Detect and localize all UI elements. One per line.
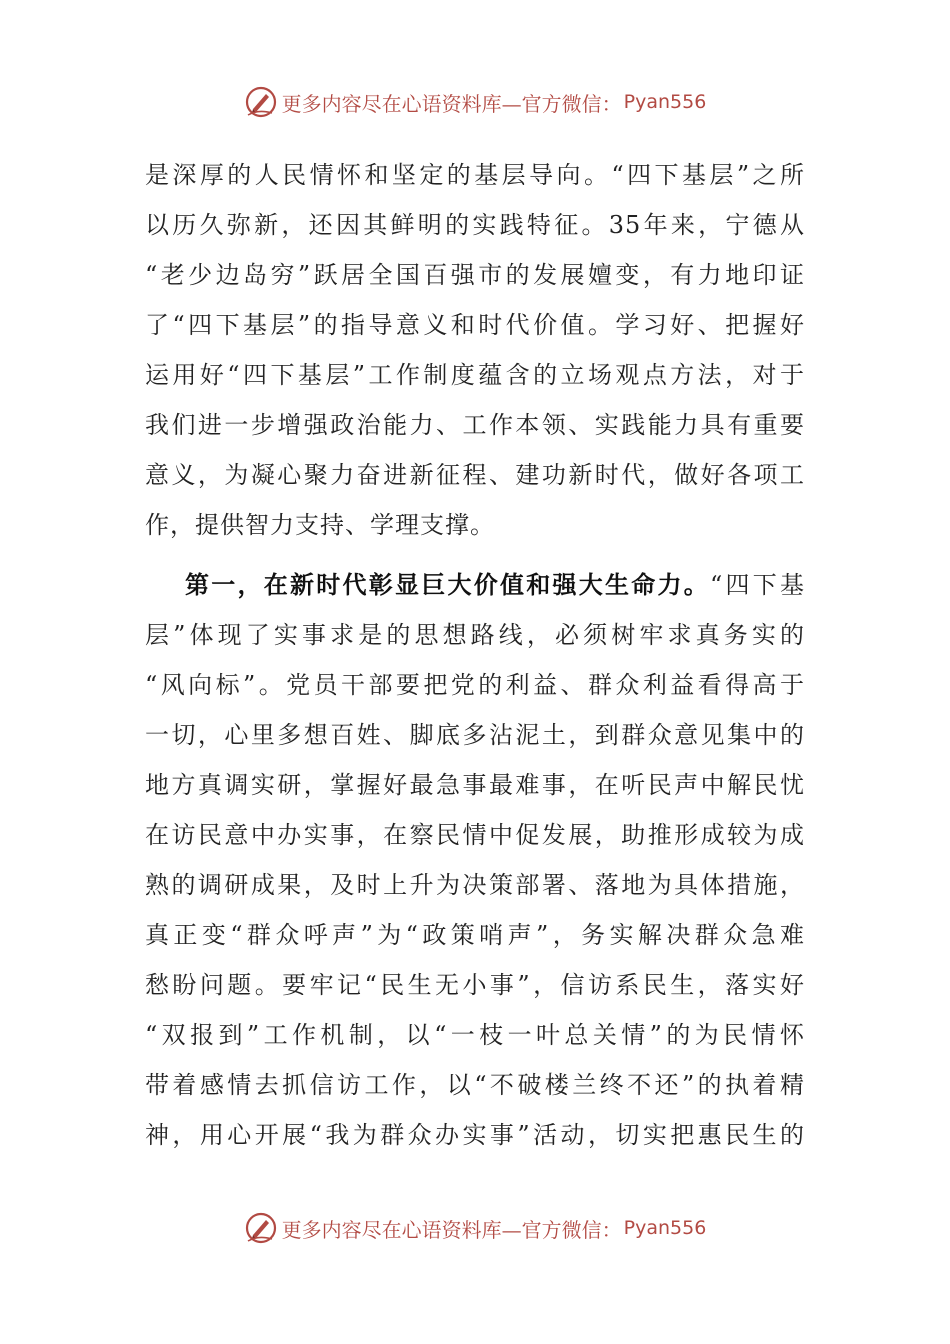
text-line: 以历久弥新，还因其鲜明的实践特征。35年来，宁德从 (145, 211, 805, 239)
text-line: 带着感情去抓信访工作，以“不破楼兰终不还”的执着精 (145, 1071, 805, 1099)
header-banner-text: 更多内容尽在心语资料库—官方微信： (281, 91, 622, 116)
paragraph-2 (145, 560, 805, 1160)
footer-banner (0, 1208, 950, 1248)
text-line: 层”体现了实事求是的思想路线，必须树牢求真务实的 (145, 621, 805, 649)
pen-logo-icon (244, 85, 278, 119)
text-line-first (145, 560, 805, 610)
document-body (145, 150, 805, 1160)
heading-continuation: “四下基 (709, 571, 805, 599)
text-line: 我们进一步增强政治能力、工作本领、实践能力具有重要 (145, 411, 805, 439)
text-line: “双报到”工作机制，以“一枝一叶总关情”的为民情怀 (145, 1021, 805, 1049)
text-line: 真正变“群众呼声”为“政策哨声”，务实解决群众急难 (145, 921, 805, 949)
text-line: 地方真调实研，掌握好最急事最难事，在听民声中解民忧 (145, 771, 805, 799)
header-banner (0, 82, 950, 122)
text-line: 是深厚的人民情怀和坚定的基层导向。“四下基层”之所 (145, 161, 805, 189)
text-line: 运用好“四下基层”工作制度蕴含的立场观点方法，对于 (145, 361, 805, 389)
pen-logo-icon (244, 1211, 278, 1245)
text-line: 了“四下基层”的指导意义和时代价值。学习好、把握好 (145, 311, 805, 339)
section-heading: 第一，在新时代彰显巨大价值和强大生命力。 (185, 570, 710, 599)
text-line: 意义，为凝心聚力奋进新征程、建功新时代，做好各项工 (145, 461, 805, 489)
paragraph-1 (145, 150, 805, 550)
text-line: 愁盼问题。要牢记“民生无小事”，信访系民生，落实好 (145, 971, 805, 999)
header-wechat-id: Pyan556 (623, 91, 707, 113)
text-line: “老少边岛穷”跃居全国百强市的发展嬗变，有力地印证 (145, 261, 805, 289)
footer-wechat-id: Pyan556 (623, 1217, 707, 1239)
paragraph-gap (145, 550, 805, 560)
text-line: 作，提供智力支持、学理支撑。 (145, 511, 495, 539)
text-line: 在访民意中办实事，在察民情中促发展，助推形成较为成 (145, 821, 805, 849)
text-line: 熟的调研成果，及时上升为决策部署、落地为具体措施， (145, 871, 805, 899)
text-line: “风向标”。党员干部要把党的利益、群众利益看得高于 (145, 671, 805, 699)
text-line: 神，用心开展“我为群众办实事”活动，切实把惠民生的 (145, 1121, 805, 1149)
footer-banner-text: 更多内容尽在心语资料库—官方微信： (281, 1217, 622, 1242)
text-line: 一切，心里多想百姓、脚底多沾泥土，到群众意见集中的 (145, 721, 805, 749)
